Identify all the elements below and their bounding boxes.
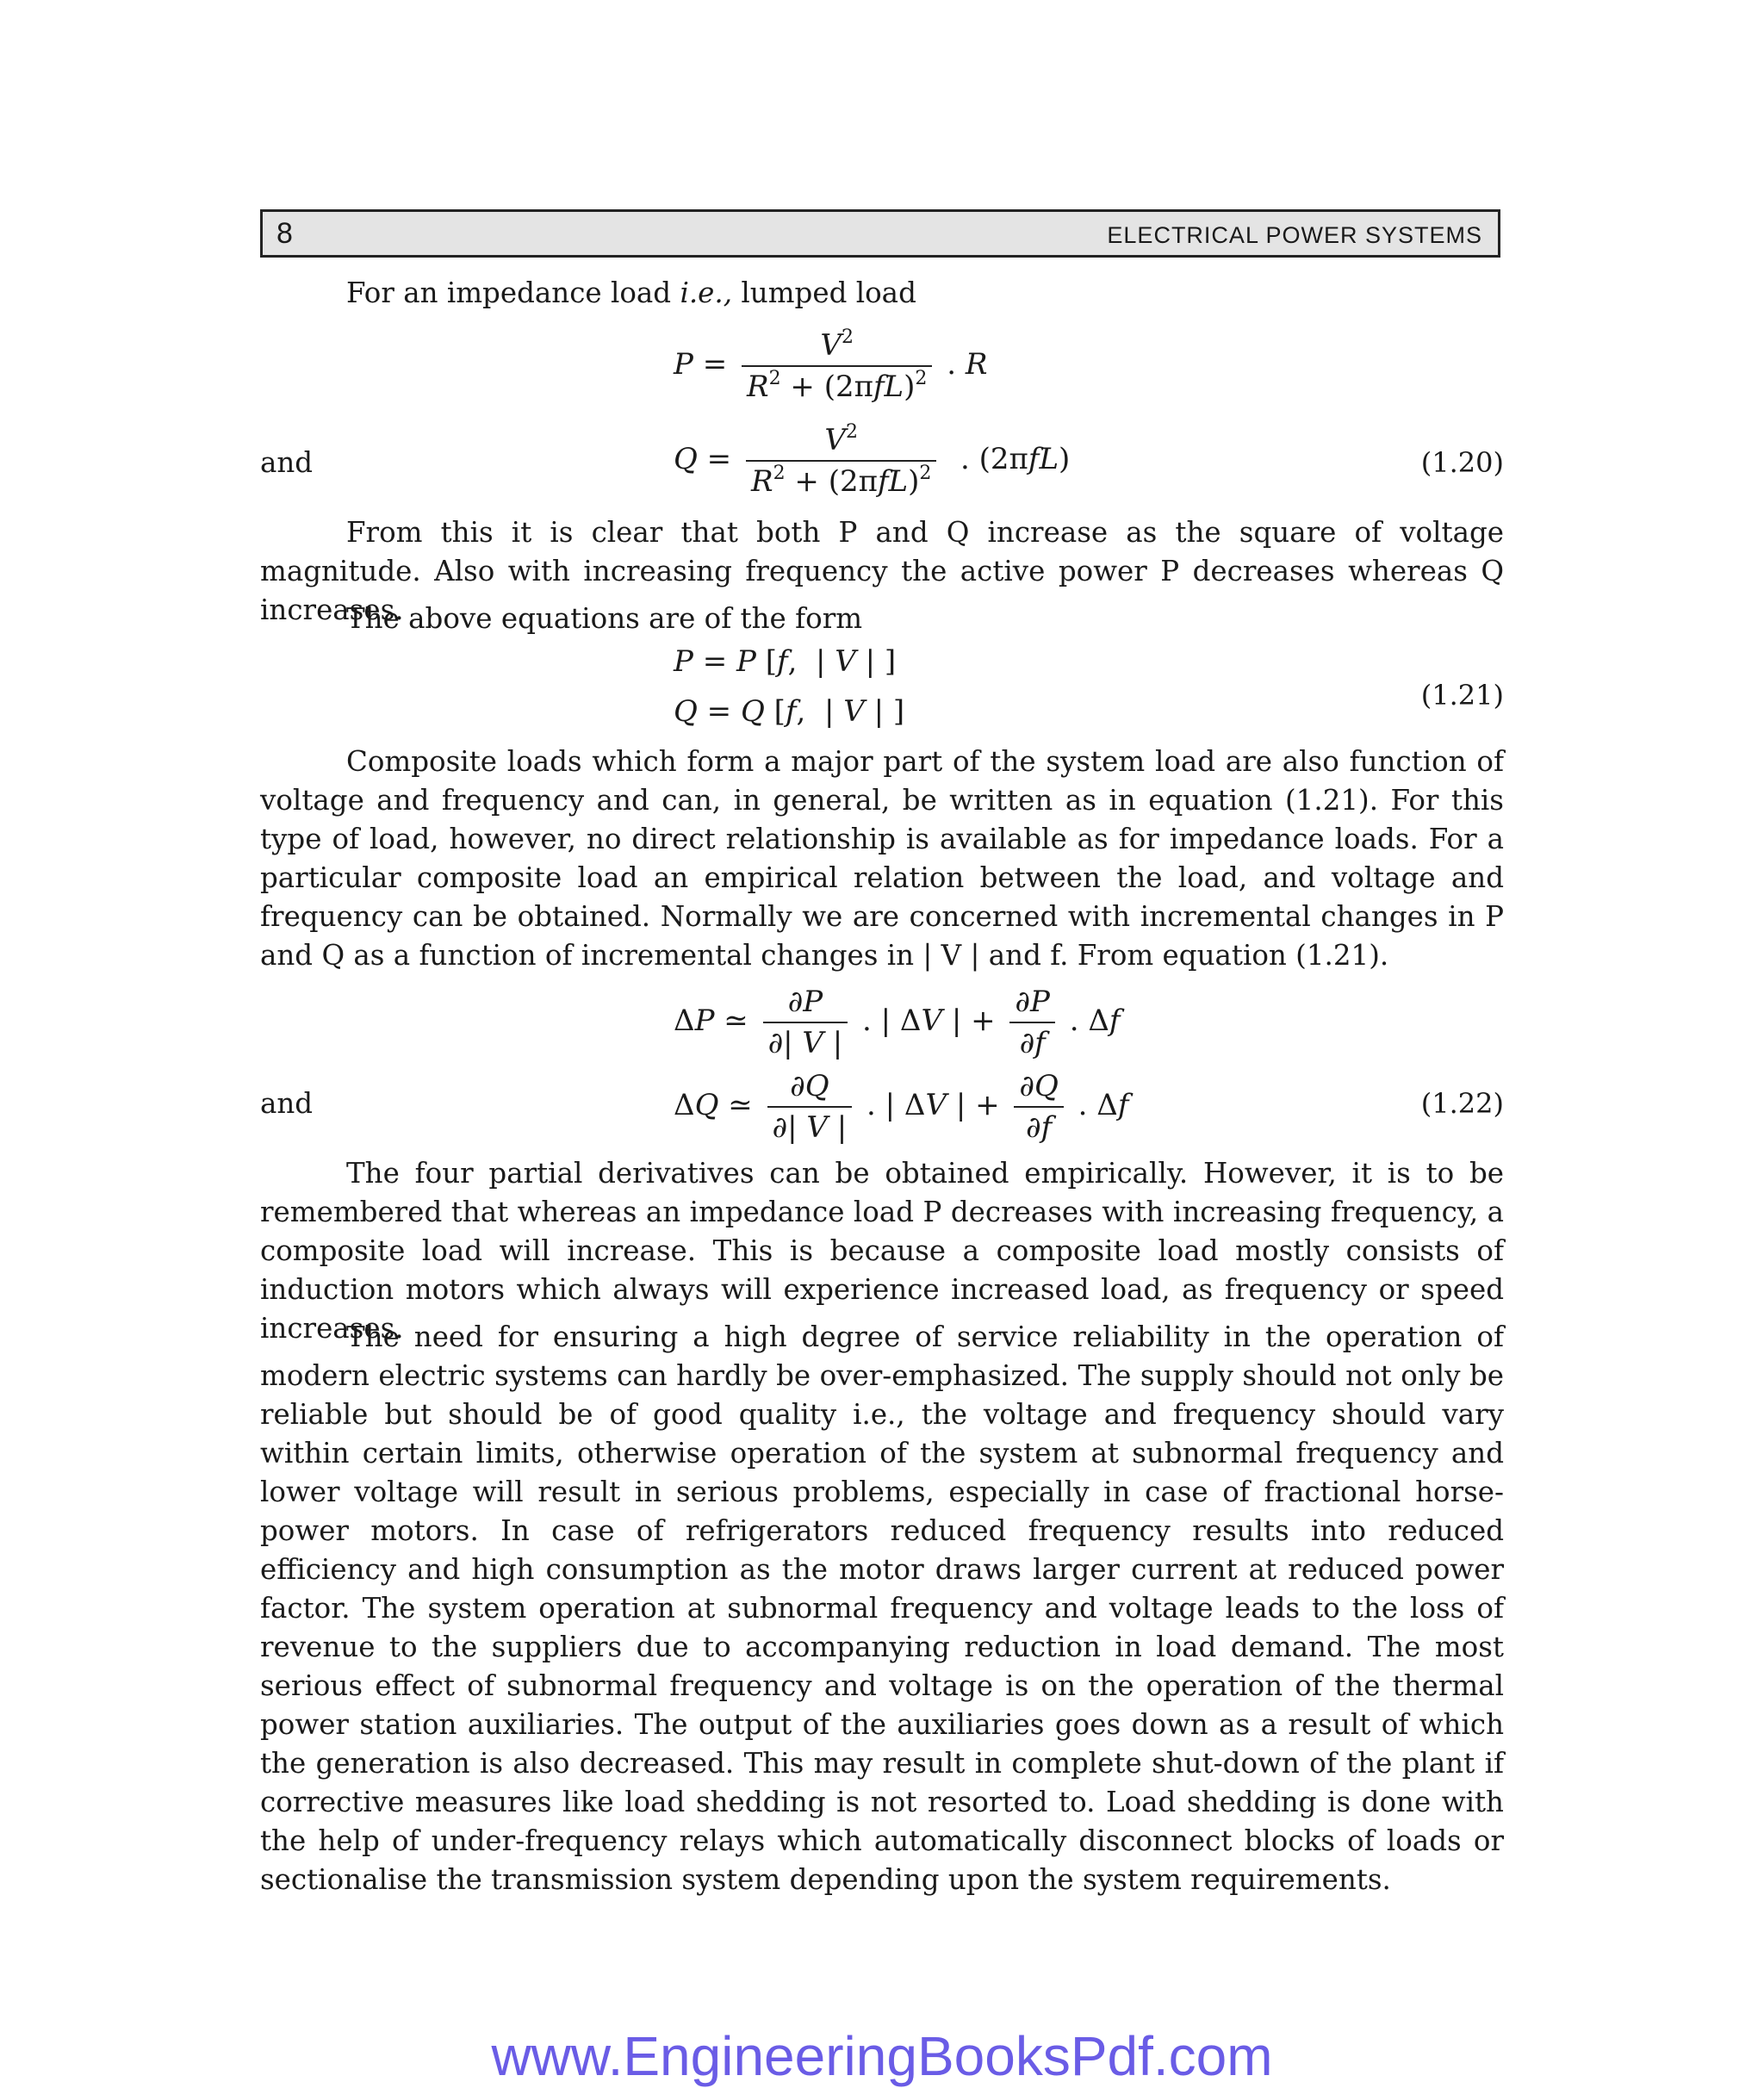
intro-line: For an impedance load i.e., lumped load bbox=[346, 277, 916, 309]
equation-p-form: P = P [f, | V | ] bbox=[674, 644, 897, 679]
equation-number-1-22: (1.22) bbox=[1420, 1087, 1504, 1120]
equation-number-1-21: (1.21) bbox=[1420, 679, 1504, 712]
equation-delta-q: ΔQ ≃ $\frac{\partial Q}{\partial| V |}$ . | ΔV | + $\frac{\partial Q}{\partial f}$ . Δf bbox=[674, 1066, 1128, 1147]
paragraph-2: The above equations are of the form bbox=[346, 602, 863, 635]
equation-number-1-20: (1.20) bbox=[1420, 446, 1504, 479]
equation-p-impedance: P = $\frac{V^2}{R^2 + (2\pi fL)^2}$ . R bbox=[674, 326, 988, 404]
page-number: 8 bbox=[276, 217, 293, 250]
equation-delta-p: ΔP ≃ $\frac{\partial P}{\partial| V |}$ . | ΔV | + $\frac{\partial P}{\partial f}$ . Δf bbox=[674, 982, 1120, 1063]
paragraph-4: The four partial derivatives can be obtained empirically. However, it is to be remembered that whereas an impedance load P decreases with increasing frequency, a composite load will increase. This is because a composite load mostly consists of induction motors which always will experience increased load, as frequency or speed increases. bbox=[260, 1157, 1504, 1345]
equation-q-impedance: Q = $\frac{V^2}{R^2 + (2\pi fL)^2}$ . (2πfL) bbox=[674, 421, 1071, 499]
equation-q-form: Q = Q [f, | V | ] bbox=[674, 694, 905, 729]
running-title: ELECTRICAL POWER SYSTEMS bbox=[1107, 222, 1482, 248]
running-header bbox=[260, 209, 1500, 258]
connector-and-2: and bbox=[260, 1087, 314, 1120]
connector-and-1: and bbox=[260, 446, 314, 479]
paragraph-1: From this it is clear that both P and Q increase as the square of voltage magnitude. Also with increasing frequency the active power P decreases whereas Q increases. bbox=[260, 516, 1504, 626]
watermark-url: www.EngineeringBooksPdf.com bbox=[491, 2025, 1273, 2087]
paragraph-5: The need for ensuring a high degree of service reliability in the operation of modern electric systems can hardly be over-emphasized. The supply should not only be reliable but should be of good quality i.e., the voltage and frequency should vary within certain limits, otherwise operation of the system at subnormal frequency and lower voltage will result in serious problems, especially in case of fractional horse-power motors. In case of refrigerators reduced frequency results into reduced efficiency and high consumption as the motor draws larger current at reduced power factor. The system operation at subnormal frequency and voltage leads to the loss of revenue to the suppliers due to accompanying reduction in load demand. The most serious effect of subnormal frequency and voltage is on the operation of the thermal power station auxiliaries. The output of the auxiliaries goes down as a result of which the generation is also decreased. This may result in complete shut-down of the plant if corrective measures like load shedding is not resorted to. Load shedding is done with the help of under-frequency relays which automatically disconnect blocks of loads or sectionalise the transmission system depending upon the system requirements. bbox=[260, 1321, 1504, 1896]
paragraph-3: Composite loads which form a major part of the system load are also function of voltage and frequency and can, in general, be written as in equation (1.21). For this type of load, however, no direct relationship is available as for impedance loads. For a particular composite load an empirical relation between the load, and voltage and frequency can be obtained. Normally we are concerned with incremental changes in P and Q as a function of incremental changes in | V | and f. From equation (1.21). bbox=[260, 745, 1504, 972]
